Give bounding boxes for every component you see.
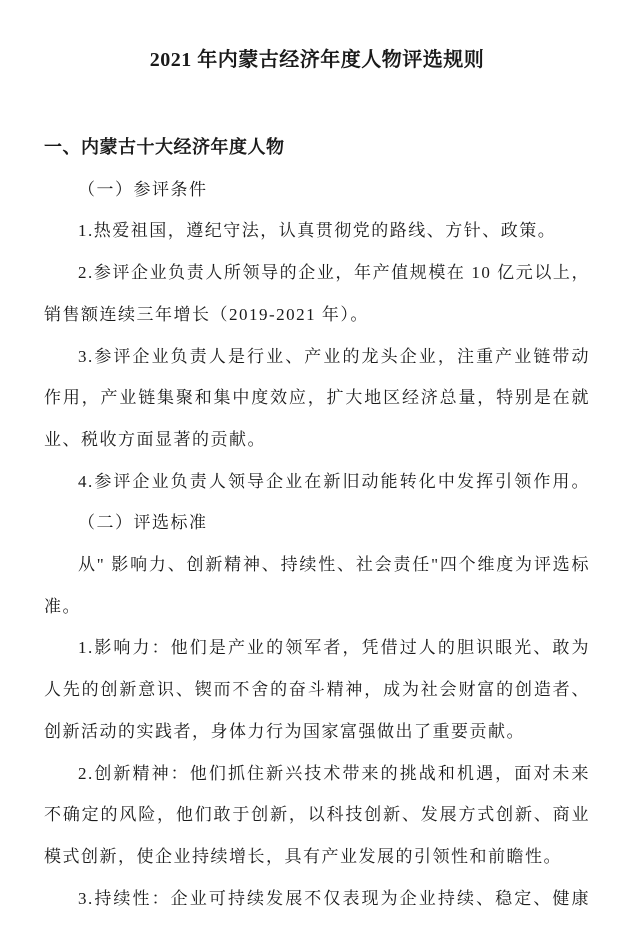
document-title: 2021 年内蒙古经济年度人物评选规则	[149, 49, 485, 71]
doc-line: 1.热爱祖国，遵纪守法，认真贯彻党的路线、方针、政策。	[78, 221, 557, 241]
doc-line: 业、税收方面显著的贡献。	[44, 429, 266, 449]
doc-line: 3.参评企业负责人是行业、产业的龙头企业，注重产业链带动	[78, 346, 590, 366]
doc-line: 人先的创新意识、锲而不舍的奋斗精神，成为社会财富的创造者、	[44, 680, 590, 700]
doc-line: 销售额连续三年增长（2019-2021 年）。	[44, 304, 369, 324]
doc-line: 作用，产业链集聚和集中度效应，扩大地区经济总量，特别是在就	[44, 388, 590, 408]
document-body	[44, 127, 590, 919]
doc-line: 2.参评企业负责人所领导的企业，年产值规模在 10 亿元以上，	[78, 263, 590, 283]
doc-line: 2.创新精神：他们抓住新兴技术带来的挑战和机遇，面对未来	[78, 763, 590, 783]
doc-line: 3.持续性：企业可持续发展不仅表现为企业持续、稳定、健康	[78, 888, 590, 908]
doc-line: 从" 影响力、创新精神、持续性、社会责任"四个维度为评选标	[78, 555, 590, 575]
doc-line: 创新活动的实践者，身体力行为国家富强做出了重要贡献。	[44, 721, 525, 741]
doc-line: 模式创新，使企业持续增长，具有产业发展的引领性和前瞻性。	[44, 846, 562, 866]
doc-line: 4.参评企业负责人领导企业在新旧动能转化中发挥引领作用。	[78, 471, 590, 491]
section-heading: 一、内蒙古十大经济年度人物	[44, 137, 285, 157]
subsection-label: （一）参评条件	[78, 179, 208, 199]
doc-line: 1.影响力：他们是产业的领军者，凭借过人的胆识眼光、敢为	[78, 638, 590, 658]
subsection-label: （二）评选标准	[78, 513, 208, 533]
doc-line: 不确定的风险，他们敢于创新，以科技创新、发展方式创新、商业	[44, 805, 590, 825]
doc-line: 准。	[44, 596, 81, 616]
